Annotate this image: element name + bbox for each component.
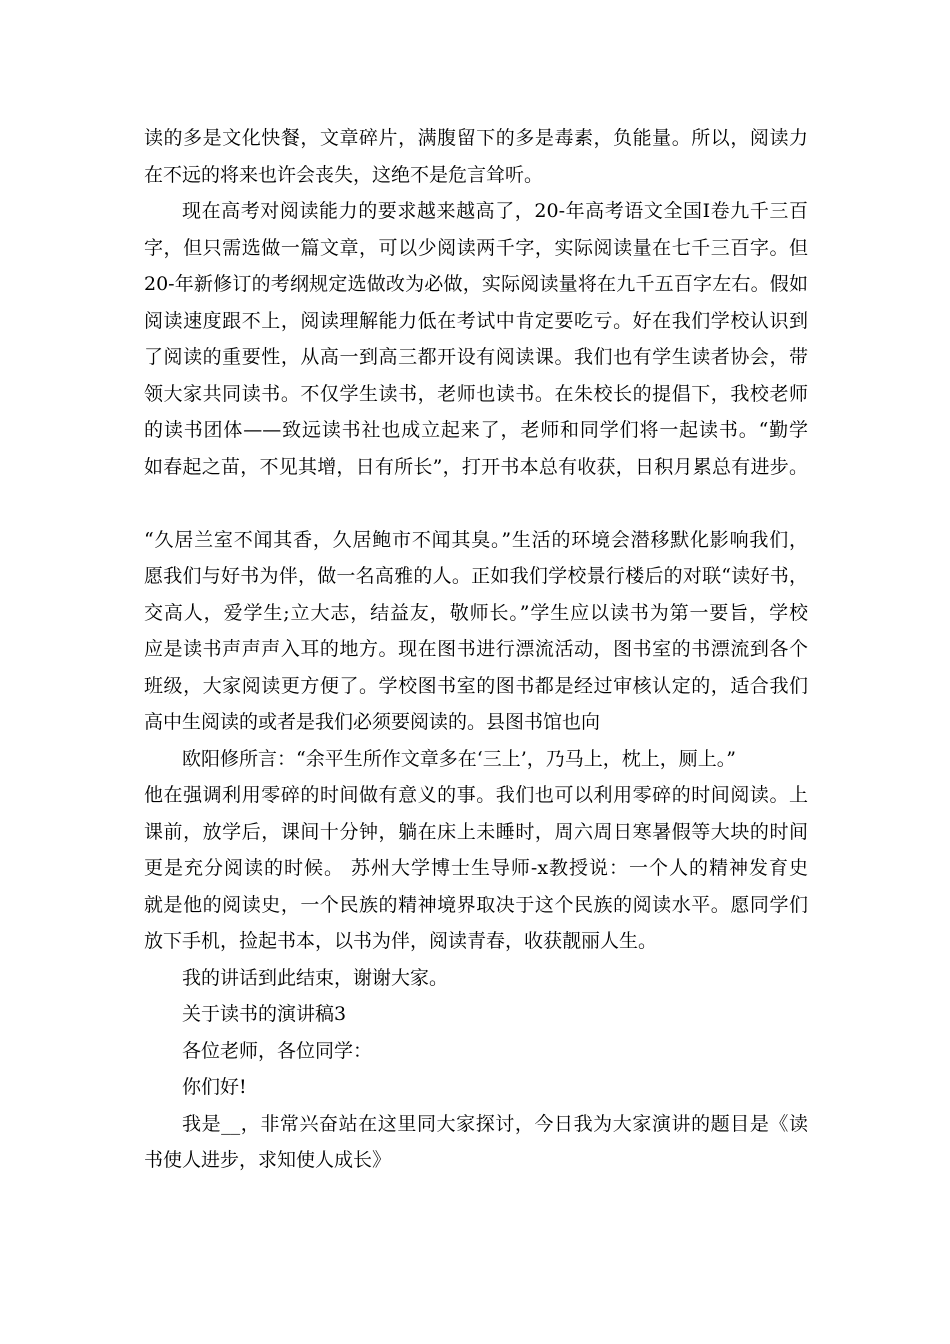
text-line: 字，但只需选做一篇文章，可以少阅读两千字，实际阅读量在七千三百字。但 — [144, 237, 808, 259]
text-line: 他在强调利用零碎的时间做有意义的事。我们也可以利用零碎的时间阅读。上 — [144, 784, 808, 806]
text-line: 就是他的阅读史，一个民族的精神境界取决于这个民族的阅读水平。愿同学们 — [144, 894, 808, 916]
text-line: 更是充分阅读的时候。 苏州大学博士生导师-x教授说：一个人的精神发育史 — [144, 857, 808, 879]
text-line: 我的讲话到此结束，谢谢大家。 — [182, 967, 449, 989]
text-line: 放下手机，捡起书本，以书为伴，阅读青春，收获靓丽人生。 — [144, 930, 658, 952]
text-line: 的读书团体——致远读书社也成立起来了，老师和同学们将一起读书。“勤学 — [144, 419, 808, 441]
text-line: 读的多是文化快餐，文章碎片，满腹留下的多是毒素，负能量。所以，阅读力 — [144, 127, 808, 149]
section-heading: 关于读书的演讲稿3 — [182, 1003, 347, 1025]
text-line: 交高人，爱学生;立大志，结益友，敬师长。”学生应以读书为第一要旨，学校 — [144, 602, 808, 624]
text-line: 现在高考对阅读能力的要求越来越高了，20-年高考语文全国Ⅰ卷九千三百 — [182, 200, 808, 222]
text-line: 欧阳修所言：“余平生所作文章多在‘三上’，乃马上，枕上，厕上。” — [182, 748, 737, 770]
text-line: 在不远的将来也许会丧失，这绝不是危言耸听。 — [144, 164, 544, 186]
text-line: 高中生阅读的或者是我们必须要阅读的。县图书馆也向 — [144, 711, 601, 733]
text-line: 如春起之苗，不见其增，日有所长”，打开书本总有收获，日积月累总有进步。 — [144, 456, 808, 478]
text-line: 阅读速度跟不上，阅读理解能力低在考试中肯定要吃亏。好在我们学校认识到 — [144, 310, 808, 332]
text-line: 我是__，非常兴奋站在这里同大家探讨，今日我为大家演讲的题目是《读 — [182, 1113, 808, 1135]
text-line: 课前，放学后，课间十分钟，躺在床上未睡时，周六周日寒暑假等大块的时间 — [144, 821, 808, 843]
greeting: 你们好! — [182, 1076, 247, 1098]
text-line: 书使人进步，求知使人成长》 — [144, 1149, 392, 1171]
salutation: 各位老师，各位同学： — [182, 1040, 373, 1062]
text-line: “久居兰室不闻其香，久居鲍市不闻其臭。”生活的环境会潜移默化影响我们， — [144, 529, 808, 551]
text-line: 了阅读的重要性，从高一到高三都开设有阅读课。我们也有学生读者协会，带 — [144, 346, 808, 368]
text-line: 班级，大家阅读更方便了。学校图书室的图书都是经过审核认定的，适合我们 — [144, 675, 808, 697]
text-line: 愿我们与好书为伴，做一名高雅的人。正如我们学校景行楼后的对联“读好书， — [144, 565, 808, 587]
text-line: 20-年新修订的考纲规定选做改为必做，实际阅读量将在九千五百字左右。假如 — [144, 273, 808, 295]
text-line: 领大家共同读书。不仅学生读书，老师也读书。在朱校长的提倡下，我校老师 — [144, 383, 808, 405]
text-line: 应是读书声声声入耳的地方。现在图书进行漂流活动，图书室的书漂流到各个 — [144, 638, 808, 660]
